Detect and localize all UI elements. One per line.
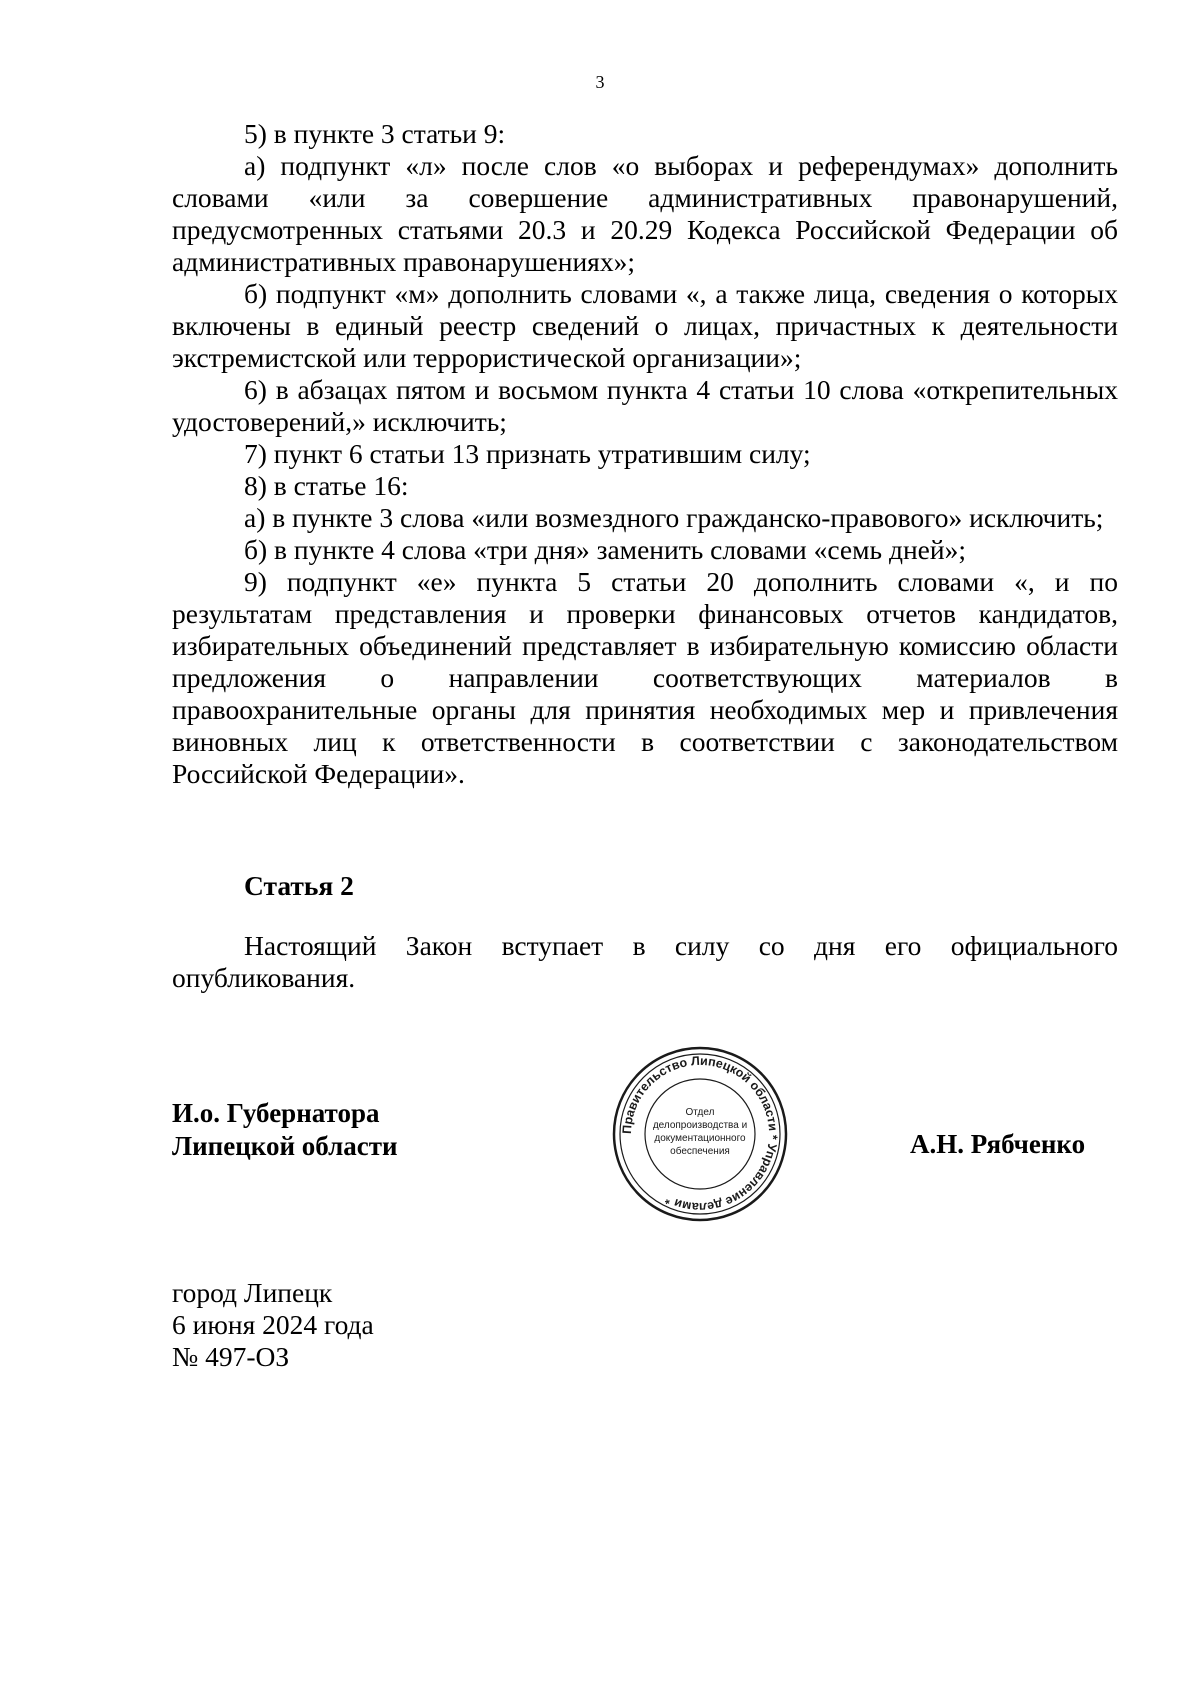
article-text: Настоящий Закон вступает в силу со дня его официального опубликования. <box>172 930 1118 993</box>
page-number: 3 <box>595 72 605 92</box>
amendment-paragraph: 9) подпункт «е» пункта 5 статьи 20 дополнить словами «, и по результатам представления и проверки финансовых отчетов кандидатов, избирательных объединений представляет в избирательную комиссию области предложения о направлении соответствующих материалов в правоохранительные органы для принятия необходимых мер и привлечения виновных лиц к ответственности в соответствии с законодательством Российской Федерации». <box>172 566 1118 789</box>
seal-inner-line: документационного <box>654 1133 746 1144</box>
article-title: Статья 2 <box>244 870 354 901</box>
amendment-paragraph: а) подпункт «л» после слов «о выборах и референдумах» дополнить словами «или за совершение административных правонарушений, предусмотренных статьями 20.3 и 20.29 Кодекса Российской Федерации об административных правонарушениях»; <box>172 150 1118 277</box>
amendment-paragraph: 6) в абзацах пятом и восьмом пункта 4 статьи 10 слова «открепительных удостоверений,» исключить; <box>172 374 1118 437</box>
official-seal <box>610 1044 790 1224</box>
amendment-paragraph: а) в пункте 3 слова «или возмездного гражданско-правового» исключить; <box>244 502 1104 533</box>
seal-graphic <box>610 1044 790 1224</box>
amendment-paragraph: б) подпункт «м» дополнить словами «, а также лица, сведения о которых включены в единый реестр сведений о лицах, причастных к деятельности экстремистской или террористической организации»; <box>172 278 1118 373</box>
amendments-list <box>172 118 1118 790</box>
signatory-name: А.Н. Рябченко <box>910 1129 1086 1159</box>
document-footer <box>172 1277 374 1373</box>
position-line: И.о. Губернатора <box>172 1098 380 1128</box>
amendment-paragraph: 8) в статье 16: <box>244 470 409 501</box>
law-number: № 497-ОЗ <box>172 1341 290 1372</box>
signatory-position <box>172 1097 398 1163</box>
seal-inner-line: Отдел <box>685 1107 715 1118</box>
date: 6 июня 2024 года <box>172 1309 374 1340</box>
amendment-paragraph: 5) в пункте 3 статьи 9: <box>244 118 506 149</box>
seal-outer-text: Правительство Липецкой области * Управление делами * <box>619 1053 781 1215</box>
city: город Липецк <box>172 1277 333 1308</box>
seal-inner-line: обеспечения <box>670 1146 730 1157</box>
amendment-paragraph: б) в пункте 4 слова «три дня» заменить словами «семь дней»; <box>244 534 966 565</box>
amendment-paragraph: 7) пункт 6 статьи 13 признать утратившим силу; <box>244 438 811 469</box>
seal-inner-line: делопроизводства и <box>652 1120 748 1131</box>
position-line: Липецкой области <box>172 1131 398 1161</box>
